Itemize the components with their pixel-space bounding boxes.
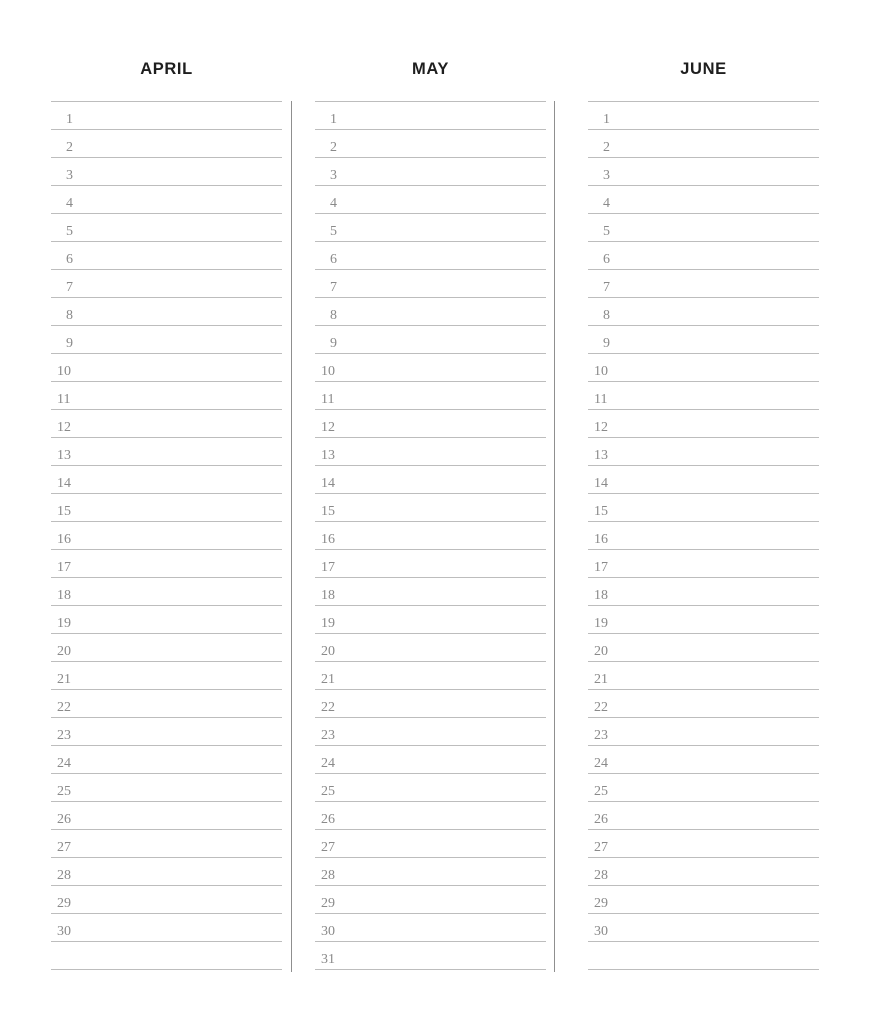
day-number: 10 (594, 364, 608, 379)
day-row (51, 158, 282, 186)
day-number: 5 (603, 224, 610, 239)
day-row (588, 690, 819, 718)
day-row (588, 494, 819, 522)
day-number: 15 (321, 504, 335, 519)
day-row (588, 858, 819, 886)
day-number: 7 (330, 280, 337, 295)
day-row (315, 942, 546, 970)
day-number: 28 (57, 868, 71, 883)
day-row (51, 130, 282, 158)
day-number: 17 (321, 560, 335, 575)
day-number: 19 (321, 616, 335, 631)
day-row (51, 242, 282, 270)
day-number: 14 (321, 476, 335, 491)
day-row (588, 662, 819, 690)
day-number: 13 (594, 448, 608, 463)
day-number: 16 (594, 532, 608, 547)
day-row (588, 354, 819, 382)
day-row (315, 746, 546, 774)
day-row (51, 634, 282, 662)
day-row (588, 914, 819, 942)
day-row (315, 830, 546, 858)
day-number: 5 (330, 224, 337, 239)
day-number: 27 (594, 840, 608, 855)
day-number: 14 (594, 476, 608, 491)
day-row (51, 942, 282, 970)
day-row (51, 858, 282, 886)
day-number: 28 (594, 868, 608, 883)
day-number: 4 (330, 196, 337, 211)
day-row (51, 298, 282, 326)
day-number: 25 (321, 784, 335, 799)
day-list-june (588, 101, 819, 970)
day-number: 12 (594, 420, 608, 435)
day-row (315, 102, 546, 130)
day-row (588, 774, 819, 802)
day-number: 16 (57, 532, 71, 547)
day-row (588, 242, 819, 270)
day-row (315, 438, 546, 466)
day-number: 17 (57, 560, 71, 575)
day-row (315, 298, 546, 326)
day-number: 30 (57, 924, 71, 939)
day-number: 21 (321, 672, 335, 687)
day-number: 27 (321, 840, 335, 855)
day-number: 2 (603, 140, 610, 155)
day-row (588, 830, 819, 858)
day-number: 18 (321, 588, 335, 603)
day-row (51, 774, 282, 802)
day-number: 3 (66, 168, 73, 183)
day-row (51, 382, 282, 410)
day-number: 31 (321, 952, 335, 967)
day-row (315, 214, 546, 242)
day-number: 6 (603, 252, 610, 267)
day-row (315, 606, 546, 634)
day-row (51, 466, 282, 494)
day-number: 12 (321, 420, 335, 435)
day-row (315, 326, 546, 354)
day-number: 22 (321, 700, 335, 715)
day-number: 24 (57, 756, 71, 771)
column-divider (554, 101, 555, 972)
day-row (315, 690, 546, 718)
day-number: 27 (57, 840, 71, 855)
day-number: 30 (321, 924, 335, 939)
day-list-may (315, 101, 546, 970)
day-number: 4 (603, 196, 610, 211)
day-row (315, 270, 546, 298)
day-row (51, 606, 282, 634)
day-number: 11 (594, 392, 608, 407)
day-number: 16 (321, 532, 335, 547)
day-number: 6 (330, 252, 337, 267)
day-number: 1 (603, 112, 610, 127)
day-number: 8 (603, 308, 610, 323)
day-number: 8 (330, 308, 337, 323)
day-row (588, 886, 819, 914)
day-number: 8 (66, 308, 73, 323)
day-row (315, 578, 546, 606)
day-row (51, 550, 282, 578)
day-row (315, 410, 546, 438)
day-row (315, 886, 546, 914)
day-number: 28 (321, 868, 335, 883)
day-row (315, 802, 546, 830)
day-number: 18 (594, 588, 608, 603)
day-number: 11 (57, 392, 71, 407)
day-row (588, 130, 819, 158)
day-number: 26 (594, 812, 608, 827)
month-title-june: JUNE (680, 60, 727, 78)
day-row (51, 214, 282, 242)
day-number: 20 (594, 644, 608, 659)
day-row (315, 382, 546, 410)
day-number: 19 (57, 616, 71, 631)
day-number: 18 (57, 588, 71, 603)
day-row (588, 634, 819, 662)
day-number: 1 (66, 112, 73, 127)
day-number: 13 (321, 448, 335, 463)
day-row (315, 662, 546, 690)
day-number: 25 (57, 784, 71, 799)
day-row (588, 158, 819, 186)
day-row (51, 802, 282, 830)
day-row (51, 690, 282, 718)
day-row (588, 410, 819, 438)
day-row (588, 606, 819, 634)
day-number: 29 (594, 896, 608, 911)
day-number: 29 (57, 896, 71, 911)
day-row (51, 410, 282, 438)
day-row (51, 914, 282, 942)
day-row (315, 466, 546, 494)
day-number: 9 (330, 336, 337, 351)
day-number: 9 (66, 336, 73, 351)
day-row (51, 746, 282, 774)
day-row (315, 130, 546, 158)
day-row (51, 886, 282, 914)
day-number: 21 (594, 672, 608, 687)
day-number: 22 (594, 700, 608, 715)
day-number: 17 (594, 560, 608, 575)
day-row (588, 438, 819, 466)
day-row (51, 522, 282, 550)
day-number: 9 (603, 336, 610, 351)
day-row (588, 186, 819, 214)
day-row (588, 802, 819, 830)
day-number: 26 (321, 812, 335, 827)
day-row (51, 102, 282, 130)
day-number: 24 (321, 756, 335, 771)
day-row (588, 382, 819, 410)
day-number: 2 (66, 140, 73, 155)
day-row (588, 326, 819, 354)
day-number: 13 (57, 448, 71, 463)
day-row (315, 774, 546, 802)
day-row (315, 242, 546, 270)
day-row (315, 494, 546, 522)
day-row (315, 718, 546, 746)
day-number: 25 (594, 784, 608, 799)
day-row (51, 354, 282, 382)
day-number: 20 (57, 644, 71, 659)
day-number: 4 (66, 196, 73, 211)
column-divider (291, 101, 292, 972)
day-row (588, 466, 819, 494)
day-number: 3 (603, 168, 610, 183)
day-number: 14 (57, 476, 71, 491)
day-row (51, 438, 282, 466)
day-row (315, 186, 546, 214)
day-number: 11 (321, 392, 335, 407)
day-row (588, 214, 819, 242)
day-number: 19 (594, 616, 608, 631)
day-row (51, 578, 282, 606)
day-number: 24 (594, 756, 608, 771)
day-row (51, 186, 282, 214)
day-row (315, 634, 546, 662)
day-row (51, 830, 282, 858)
day-row (315, 158, 546, 186)
day-row (588, 746, 819, 774)
day-row (51, 662, 282, 690)
day-row (588, 298, 819, 326)
day-row (588, 942, 819, 970)
month-title-april: APRIL (140, 60, 193, 78)
day-number: 3 (330, 168, 337, 183)
day-row (51, 326, 282, 354)
day-row (315, 522, 546, 550)
day-number: 30 (594, 924, 608, 939)
day-row (315, 550, 546, 578)
day-number: 12 (57, 420, 71, 435)
month-title-may: MAY (412, 60, 449, 78)
day-row (315, 354, 546, 382)
day-number: 29 (321, 896, 335, 911)
day-row (315, 914, 546, 942)
day-number: 26 (57, 812, 71, 827)
day-number: 2 (330, 140, 337, 155)
day-row (588, 522, 819, 550)
day-row (588, 550, 819, 578)
day-number: 7 (66, 280, 73, 295)
day-row (51, 718, 282, 746)
day-number: 10 (321, 364, 335, 379)
day-number: 21 (57, 672, 71, 687)
day-row (588, 270, 819, 298)
day-number: 1 (330, 112, 337, 127)
day-number: 23 (594, 728, 608, 743)
day-row (51, 270, 282, 298)
day-number: 23 (57, 728, 71, 743)
day-row (588, 718, 819, 746)
day-row (588, 578, 819, 606)
day-number: 15 (57, 504, 71, 519)
day-row (51, 494, 282, 522)
day-row (588, 102, 819, 130)
day-number: 5 (66, 224, 73, 239)
day-number: 15 (594, 504, 608, 519)
day-list-april (51, 101, 282, 970)
day-number: 20 (321, 644, 335, 659)
day-number: 7 (603, 280, 610, 295)
day-number: 6 (66, 252, 73, 267)
day-number: 23 (321, 728, 335, 743)
day-number: 10 (57, 364, 71, 379)
day-number: 22 (57, 700, 71, 715)
day-row (315, 858, 546, 886)
